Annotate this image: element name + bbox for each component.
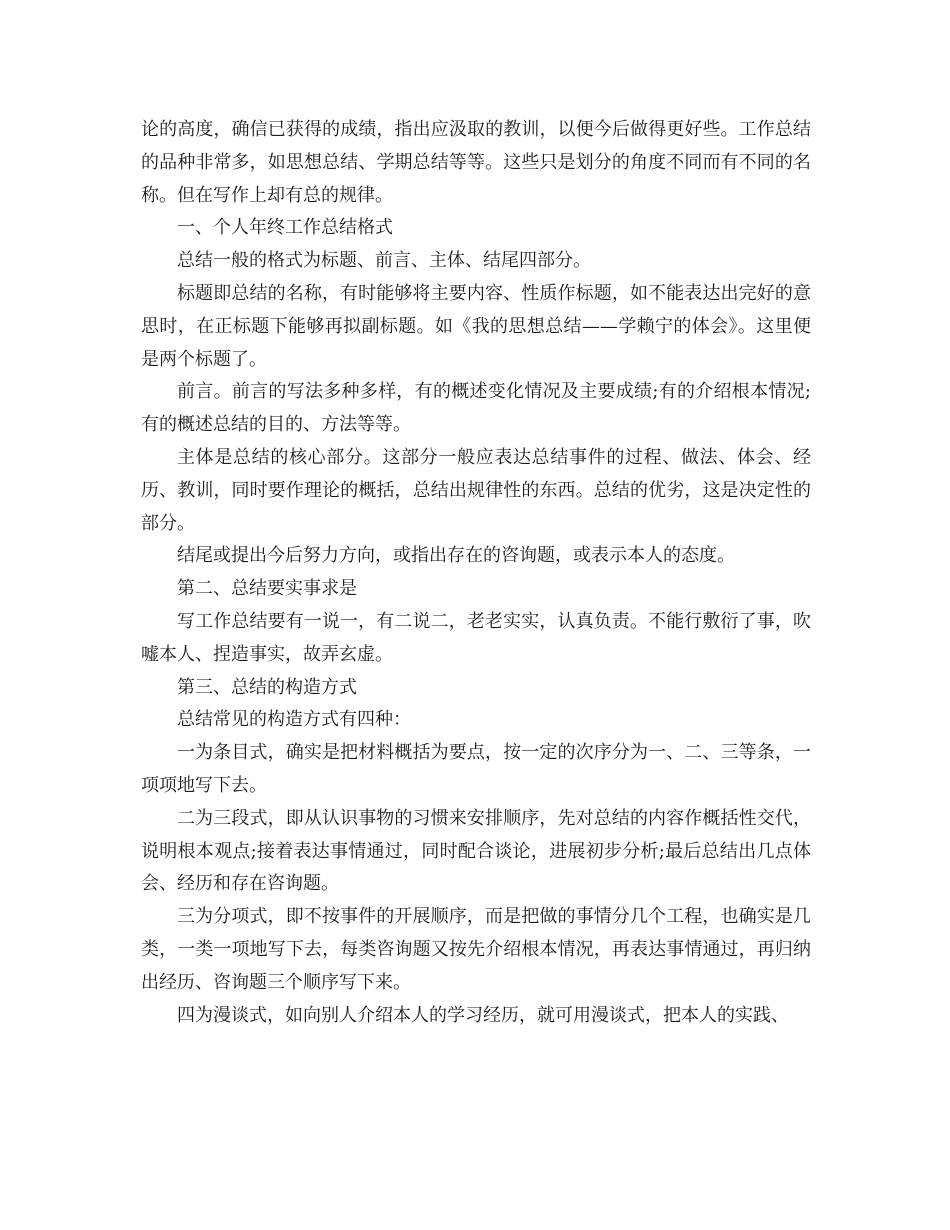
paragraph-ending: 结尾或提出今后努力方向，或指出存在的咨询题，或表示本人的态度。 [177,545,735,567]
paragraph-truthful: 写工作总结要有一说一，有二说二，老老实实，认真负责。不能行敷衍了事，吹嘘本人、捏造事实，故弄玄虚。 [141,610,811,665]
heading-construction: 第三、总结的构造方式 [177,676,357,698]
paragraph-type-by-item: 三为分项式，即不按事件的开展顺序，而是把做的事情分几个工程，也确实是几类，一类一项地写下去，每类咨询题又按先介绍根本情况，再表达事情通过，再归纳出经历、咨询题三个顺序写下来。 [141,906,811,993]
paragraph-type-informal: 四为漫谈式，如向别人介绍本人的学习经历，就可用漫谈式，把本人的实践、 [177,1004,789,1026]
paragraph-structure: 总结一般的格式为标题、前言、主体、结尾四部分。 [177,250,591,272]
document-body [141,114,811,1032]
paragraph-four-types: 总结常见的构造方式有四种： [177,709,411,731]
paragraph-type-three-section: 二为三段式，即从认识事物的习惯来安排顺序，先对总结的内容作概括性交代，说明根本观点;接着表达事情通过，同时配合谈论，进展初步分析;最后总结出几点体会、经历和存在咨询题。 [141,807,811,895]
paragraph-continuation: 论的高度，确信已获得的成绩，指出应汲取的教训，以便今后做得更好些。工作总结的品种非常多，如思想总结、学期总结等等。这些只是划分的角度不同而有不同的名称。但在写作上却有总的规律。 [141,119,811,206]
paragraph-type-itemized: 一为条目式，确实是把材料概括为要点，按一定的次序分为一、二、三等条，一项项地写下去。 [141,742,811,796]
heading-format: 一、个人年终工作总结格式 [177,217,393,239]
paragraph-preface: 前言。前言的写法多种多样，有的概述变化情况及主要成绩;有的介绍根本情况;有的概述总结的目的、方法等等。 [141,381,811,436]
paragraph-body: 主体是总结的核心部分。这部分一般应表达总结事件的过程、做法、体会、经历、教训，同时要作理论的概括，总结出规律性的东西。总结的优劣，这是决定性的部分。 [141,446,811,534]
heading-truthful: 第二、总结要实事求是 [177,578,357,600]
paragraph-title: 标题即总结的名称，有时能够将主要内容、性质作标题，如不能表达出完好的意思时，在正标题下能够再拟副标题。如《我的思想总结——学赖宁的体会》。这里便是两个标题了。 [141,282,811,370]
